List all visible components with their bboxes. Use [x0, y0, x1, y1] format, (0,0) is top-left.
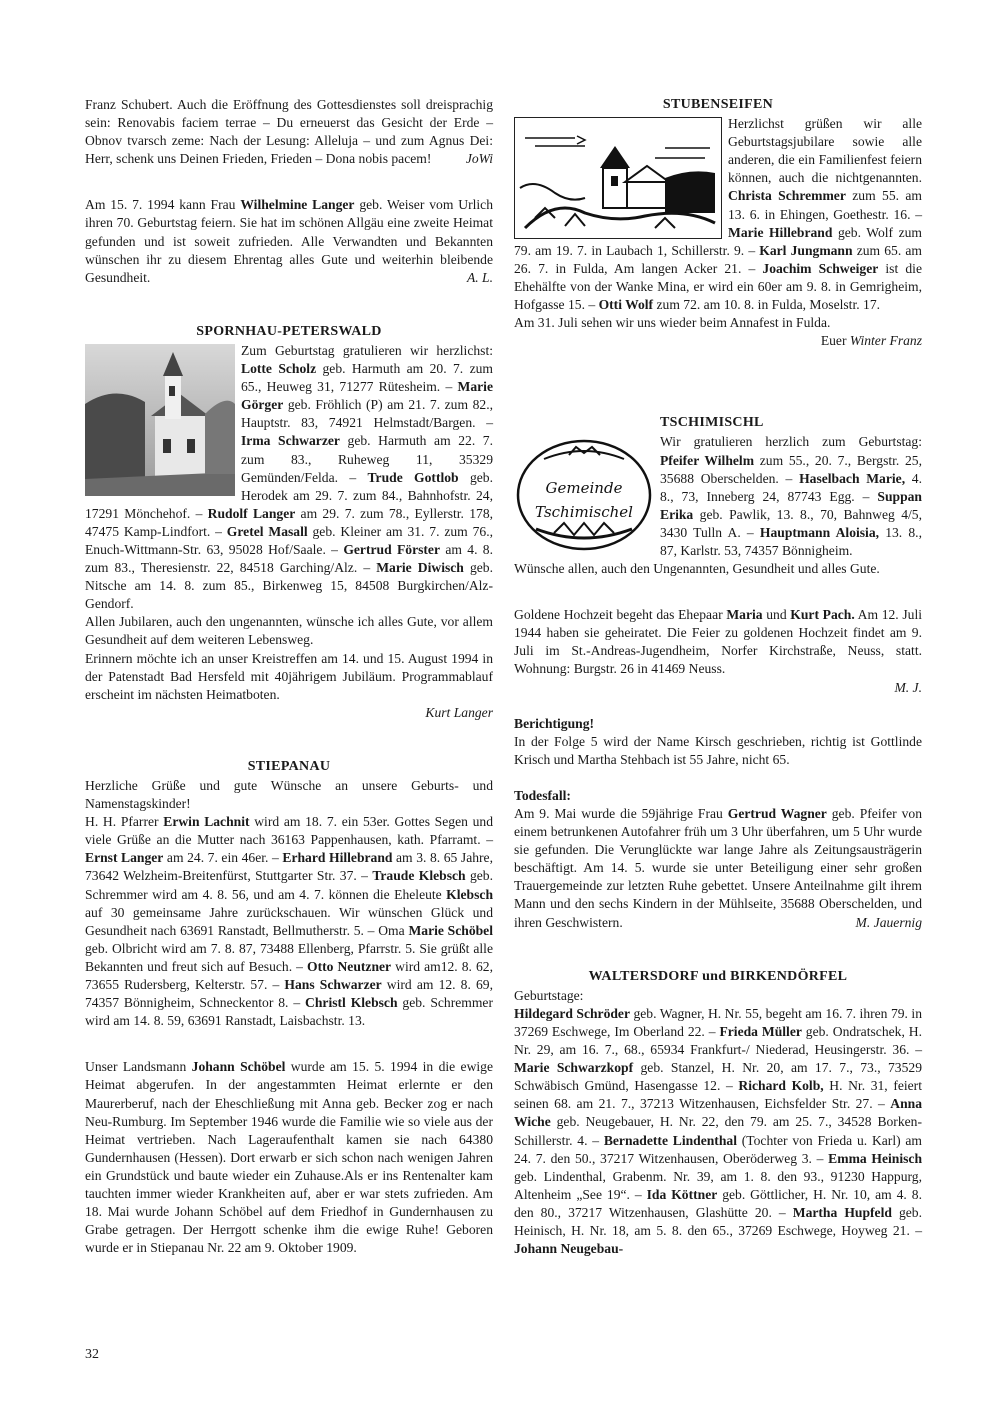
church-photo: [85, 344, 235, 496]
village-sketch: [514, 117, 722, 239]
stiepanau-birthdays: H. H. Pfarrer Erwin Lachnit wird am 18. 7. ein 53er. Gottes Segen und viele Grüße an die Mutter nach 36163 Pappenhausen, kath. Pfarramt. – Ernst Langer am 24. 7. ein 46er. – Erhard Hillebrand am 3. 8. 65 Jahre, 73642 Welzheim-Breitenfürst, Stuttgarter Str. 37. – Traude Klebsch geb. Schremmer wird am 4. 8. 56, und am 4. 7. können die Eheleute Klebsch auf 30 gemeinsame Jahre zurückschauen. Wir wünschen Glück und Gesundheit nach 63691 Ranstadt, Bellmutherstr. 5. – Oma Marie Schöbel geb. Olbricht wird am 7. 8. 87, 73488 Ellenberg, Pfarrstr. 5. Sie grüßt alle Bekannten und freut sich auf Besuch. – Otto Neutzner wird am12. 8. 62, 73655 Rudersberg, Kelterstr. 57. – Hans Schwarzer wird am 12. 8. 69, 74357 Bönnigheim, Schneckentor 8. – Christl Klebsch geb. Schremmer wird am 14. 8. 59, 63691 Ranstadt, Laisbachstr. 13.: [85, 814, 493, 1029]
waltersdorf-intro: Geburtstage:: [514, 987, 584, 1003]
spornhau-meeting: Erinnern möchte ich an unser Kreistreffen am 14. und 15. August 1994 in der Patenstadt Bad Hersfeld mit 40jährigem Jubiläum. Programmablauf erscheint im nächsten Heimatboten.: [85, 650, 493, 702]
page-number: 32: [85, 1347, 99, 1362]
waltersdorf-birthdays: Hildegard Schröder geb. Wagner, H. Nr. 55, begeht am 16. 7. ihren 79. in 37269 Eschwege, Im Oberland 22. – Frieda Müller geb. Ondratschek, H. Nr. 29, am 16. 7., 68., 65934 Frankfurt-/ Niederad, Heusingerstr. 36. – Marie Schwarzkopf geb. Stanzel, H. Nr. 20, am 17. 7., 73., 73529 Schwäbisch Gmünd, Hasengasse 12. – Richard Kolb, H. Nr. 31, feiert seinen 68. am 21. 7., 37213 Witzenhausen, Eichsfelder Str. 27. – Anna Wiche geb. Neugebauer, H. Nr. 22, den 79. am 25. 7., 34528 Borken-Schillerstr. 4. – Bernadette Lindenthal (Tochter von Frieda u. Karl) am 24. 7. den 50., 37217 Witzenhausen, Oberöderweg 3. – Emma Heinisch geb. Lindenthal, Grabenm. Nr. 39, am 1. 8. den 93., 91230 Happurg, Altenheim „See 19“. – Ida Köttner geb. Göttlicher, H. Nr. 10, am 4. 8. den 80., 37217 Witzenhausen, Glashütte 20. – Martha Hupfeld geb. Heinisch, H. Nr. 18, am 5. 8. den 65., 37269 Eschwege, Hoyweg 21. – Johann Neugebau-: [514, 1005, 922, 1257]
wedding-signature: M. J.: [894, 679, 922, 695]
death-notice-signature: M. Jauernig: [855, 914, 922, 930]
stamp-icon: [514, 437, 654, 553]
section-heading-tschimischl: TSCHIMISCHL: [660, 415, 764, 431]
section-heading-stiepanau: STIEPANAU: [247, 758, 331, 774]
left-column: [85, 96, 493, 1257]
intro-text: Franz Schubert. Auch die Eröffnung des Gottesdienstes soll dreisprachig sein: Renovabis faciem terrae – Du erneuerst das Gesicht der Erde – Obnov tvarsch zeme: Nach der Lesung: Alleluja – und zum Agnus Dei: Herr, schenk uns Deinen Frieden, Frieden – Dona nobis pacem!: [85, 97, 493, 167]
svg-text:Gemeinde: Gemeinde: [545, 479, 623, 498]
obituary-schoebel: Unser Landsmann Johann Schöbel wurde am 15. 5. 1994 in die ewige Heimat abgerufen. In der angestammten Heimat erlernte er den Maurerberuf, nach der Eheschließung mit Anna geb. Becker zog er nach Neu-Rumburg. Im September 1946 wurde die Familie wie so viele aus der Heimat vertrieben. Nach Lageraufenthalt kamen sie nach 64380 Gundernhausen (Hessen). Dort erwarb er sich schon nach wenigen Jahren ein Grundstück und baute wieder ein Zuhause.Als er ins Rentenalter kam tauchten immer wieder Krankheiten auf, aber er war stets zufrieden. Am 18. Mai wurde Johann Schöbel auf dem Friedhof in Gundernhausen zu Grabe getragen. Der Herrgott schenke ihm die ewige Ruhe! Geboren wurde er in Stiepanau Nr. 22 am 9. Oktober 1909.: [85, 1059, 494, 1256]
person-name: Wilhelmine Langer: [240, 197, 355, 213]
intro-signature: JoWi: [465, 151, 493, 167]
intro-paragraph: [85, 96, 493, 168]
svg-text:Tschimischel: Tschimischel: [535, 503, 633, 522]
correction-title: Berichtigung!: [514, 715, 595, 731]
golden-wedding: Goldene Hochzeit begeht das Ehepaar Maria und Kurt Pach. Am 12. Juli 1944 haben sie geheiratet. Die Feier zu goldenen Hochzeit findet am 9. Juli im St.-Andreas-Jugendheim, Norfer Kirchstraße, Neuss, statt. Wohnung: Burgstr. 26 in 41469 Neuss.: [514, 607, 922, 677]
right-column: [514, 96, 922, 1258]
section-heading-spornhau: SPORNHAU-PETERSWALD: [196, 323, 382, 339]
annafest-note: Am 31. Juli sehen wir uns wieder beim Annafest in Fulda.: [514, 315, 831, 331]
spornhau-wishes: Allen Jubilaren, auch den ungenannten, wünsche ich alles Gute, vor allem Gesundheit auf dem weiteren Lebensweg.: [85, 614, 493, 648]
stiepanau-greeting: Herzliche Grüße und gute Wünsche an unsere Geburts- und Namenstagskinder!: [85, 778, 493, 812]
church-sketch-icon: [515, 118, 721, 238]
tschimischl-wishes: Wünsche allen, auch den Ungenannten, Gesundheit und alles Gute.: [514, 561, 880, 577]
section-heading-waltersdorf: WALTERSDORF und BIRKENDÖRFEL: [588, 968, 848, 984]
spornhau-signature: Kurt Langer: [425, 704, 493, 720]
spornhau-birthdays: Zum Geburtstag gratulieren wir herzlichst: Lotte Scholz geb. Harmuth am 20. 7. zum 65., Heuweg 31, 71277 Rütesheim. – Marie Görger geb. Fröhlich (P) am 21. 7. zum 82., Hauptstr. 83, 74921 Helmstadt/Bargen. – Irma Schwarzer geb. Harmuth am 22. 7. zum 83., Ruheweg 11, 35329 Gemünden/Felda. – Trude Gottlob geb. Herodek am 29. 7. zum 84., Bahnhofstr. 24, 17291 Mönchehof. – Rudolf Langer am 29. 7. zum 78., Eyllerstr. 178, 47475 Kamp-Lindfort. – Gretel Masall geb. Kleiner am 31. 7. zum 76., Enuch-Wittmann-Str. 63, 95028 Hof/Saale. – Gertrud Förster am 4. 8. zum 83., Theresienstr. 22, 84518 Garching/Alz. – Marie Diwisch geb. Nitsche am 14. 8. zum 85., Birkenweg 15, 84508 Burgkirchen/Alz-Gendorf.: [85, 342, 494, 612]
stubenseifen-signature: Euer Winter Franz: [820, 333, 922, 349]
langer-signature: A. L.: [466, 269, 493, 285]
tschimischl-birthdays: Gemeinde Tschimischel Wir gratulieren herzlich zum Geburtstag: Pfeifer Wilhelm zum 55., 20. 7., Bergstr. 25, 35688 Oberschelden. – Haselbach Marie, 4. 8., 73, Inneberg 24, 87743 Egg. – Suppan Erika geb. Pawlik, 13. 8., 70, Bahnweg 4/5, 3430 Tulln A. – Hauptmann Aloisia, 13. 8., 87, Karlstr. 53, 74357 Bönnigheim.: [514, 433, 922, 560]
correction-text: In der Folge 5 wird der Name Kirsch geschrieben, richtig ist Gottlinde Krisch und Martha Stehbach ist 55 Jahre, nicht 65.: [514, 733, 922, 767]
death-notice-title: Todesfall:: [514, 787, 571, 803]
section-heading-stubenseifen: STUBENSEIFEN: [662, 97, 774, 112]
municipal-stamp: [514, 437, 654, 553]
stubenseifen-birthdays: Herzlichst grüßen wir alle Geburtstagsjubilare sowie alle anderen, die ein Familienfest feiern können, auch die nichtgenannten. Christa Schremmer zum 55. am 13. 6. in Ehingen, Goethestr. 16. – Marie Hillebrand geb. Wolf zum 79. am 19. 7. in Laubach 1, Schillerstr. 9. – Karl Jungmann zum 65. am 26. 7. in Fulda, Am langen Acker 21. – Joachim Schweiger ist die Ehehälfte von der Wanke Mina, er wird ein 60er am 9. 8. in Gemrigheim, Hofgasse 15. – Otti Wolf zum 72. am 10. 8. in Fulda, Moselstr. 17.: [514, 116, 923, 313]
church-photo-icon: [85, 344, 235, 496]
langer-notice: Am 15. 7. 1994 kann Frau Wilhelmine Langer geb. Weiser vom Urlich ihren 70. Geburtstag feiern. Sie hat im schönen Allgäu eine zweite Heimat gefunden und ist soweit zufrieden. Alle Verwandten und Bekannten wünschen ihr zu diesem Ehrentag alles Gute und weiterhin bleibende Gesundheit. A. L.: [85, 196, 493, 286]
death-notice-text: Am 9. Mai wurde die 59jährige Frau Gertrud Wagner geb. Pfeifer von einem betrunkenen Autofahrer früh um 3 Uhr überfahren, um 5 Uhr wurde sie gefunden. Die Verunglückte war lange Jahre als Zeitungsausträgerin beschäftigt. Am 14. 5. wurde sie unter Beteiligung einer sehr großen Trauergemeinde zur letzten Ruhe gebettet. Unsere Anteilnahme gilt ihrem Mann und den sechs Kindern in der Mühlseite, 35688 Oberschelden, und ihren Geschwistern. M. Jauernig: [514, 805, 922, 932]
